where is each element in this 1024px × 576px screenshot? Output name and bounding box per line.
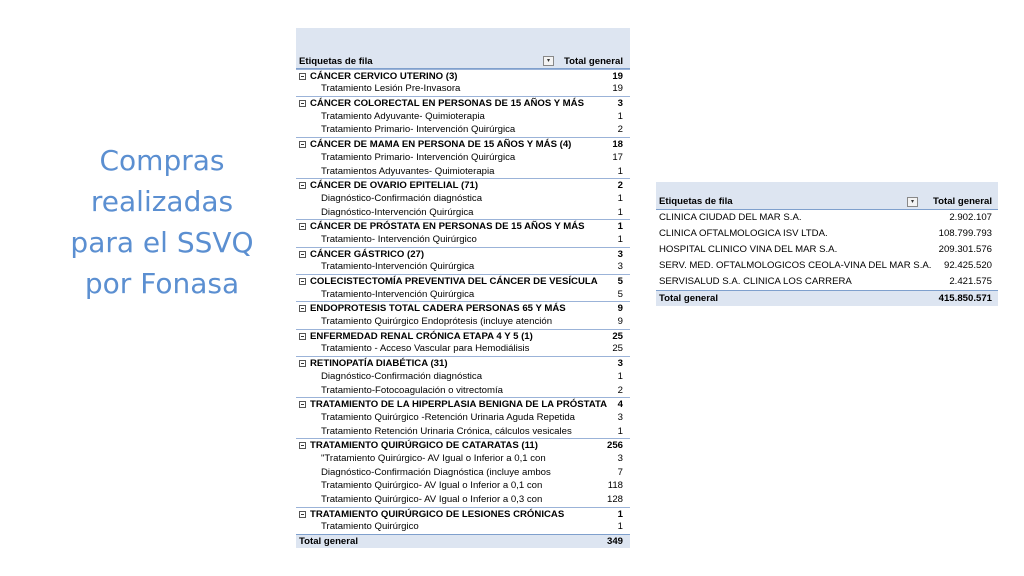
row-label: Tratamiento Adyuvante- Quimioterapia bbox=[321, 110, 485, 122]
pivot-group-row[interactable] bbox=[296, 274, 630, 288]
row-value: 1 bbox=[617, 165, 623, 177]
row-value: 92.425.520 bbox=[943, 260, 992, 271]
row-label: CÁNCER DE PRÓSTATA EN PERSONAS DE 15 AÑOS Y MÁS bbox=[310, 221, 585, 233]
pivot-group-row[interactable] bbox=[296, 247, 630, 261]
pivot-body bbox=[296, 69, 630, 534]
row-label: Tratamiento Quirúrgico- AV Igual o Inferior a 0,1 con bbox=[321, 480, 543, 492]
row-value: 1 bbox=[617, 221, 623, 233]
collapse-toggle-icon[interactable] bbox=[299, 141, 306, 148]
row-value: 3 bbox=[617, 358, 623, 370]
row-value: 209.301.576 bbox=[938, 244, 992, 255]
row-label: TRATAMIENTO QUIRÚRGICO DE LESIONES CRÓNICAS bbox=[310, 508, 565, 520]
pivot-item-row bbox=[656, 242, 998, 258]
collapse-toggle-icon[interactable] bbox=[299, 278, 306, 285]
pivot-item-row bbox=[656, 258, 998, 274]
collapse-toggle-icon[interactable] bbox=[299, 305, 306, 312]
row-label: CÁNCER COLORECTAL EN PERSONAS DE 15 AÑOS Y MÁS bbox=[310, 98, 584, 110]
grand-total-value: 415.850.571 bbox=[938, 293, 992, 304]
row-label: CÁNCER CERVICO UTERINO (3) bbox=[310, 70, 458, 82]
pivot-item-row bbox=[296, 315, 630, 329]
row-value: 19 bbox=[612, 70, 623, 82]
row-value: 9 bbox=[617, 316, 623, 328]
row-label: Diagnóstico-Intervención Quirúrgica bbox=[321, 206, 474, 218]
pivot-item-row bbox=[296, 384, 630, 398]
row-value: 5 bbox=[617, 276, 623, 287]
pivot-item-row bbox=[296, 151, 630, 165]
row-value: 118 bbox=[607, 480, 623, 492]
pivot-group-row[interactable] bbox=[296, 507, 630, 521]
row-label: TRATAMIENTO QUIRÚRGICO DE CATARATAS (11) bbox=[310, 440, 538, 452]
pivot-table-providers bbox=[656, 182, 998, 306]
row-value: 1 bbox=[617, 233, 623, 245]
row-value: 1 bbox=[617, 110, 623, 122]
row-value: 2 bbox=[617, 124, 623, 136]
slide-title bbox=[62, 140, 262, 304]
row-value: 3 bbox=[617, 452, 623, 464]
pivot-item-row bbox=[656, 226, 998, 242]
row-value: 4 bbox=[617, 399, 623, 411]
pivot-group-row[interactable] bbox=[296, 96, 630, 110]
row-value: 256 bbox=[606, 440, 623, 452]
row-label: Diagnóstico-Confirmación Diagnóstica (incluye ambos bbox=[321, 466, 551, 478]
row-label: Tratamiento Primario- Intervención Quirúrgica bbox=[321, 151, 516, 163]
pivot-header-row bbox=[656, 194, 998, 210]
grand-total-row bbox=[296, 534, 630, 548]
row-label: HOSPITAL CLINICO VINA DEL MAR S.A. bbox=[659, 244, 838, 255]
pivot-item-row bbox=[296, 342, 630, 356]
pivot-group-row[interactable] bbox=[296, 301, 630, 315]
row-label: Diagnóstico-Confirmación diagnóstica bbox=[321, 370, 483, 382]
filter-dropdown-icon[interactable]: ▾ bbox=[543, 56, 554, 66]
row-label: CLINICA CIUDAD DEL MAR S.A. bbox=[659, 212, 802, 223]
pivot-group-row[interactable] bbox=[296, 329, 630, 343]
row-label: TRATAMIENTO DE LA HIPERPLASIA BENIGNA DE LA PRÓSTATA bbox=[310, 399, 608, 411]
collapse-toggle-icon[interactable] bbox=[299, 100, 306, 107]
title-line: Compras bbox=[99, 144, 225, 177]
collapse-toggle-icon[interactable] bbox=[299, 182, 306, 189]
row-value: 18 bbox=[612, 139, 623, 151]
row-labels-header: Etiquetas de fila bbox=[659, 195, 733, 207]
pivot-item-row bbox=[296, 411, 630, 425]
row-label: Tratamiento-Intervención Quirúrgica bbox=[321, 288, 475, 300]
collapse-toggle-icon[interactable] bbox=[299, 251, 306, 258]
collapse-toggle-icon[interactable] bbox=[299, 511, 306, 518]
collapse-toggle-icon[interactable] bbox=[299, 360, 306, 367]
row-label: Tratamiento Retención Urinaria Crónica, cálculos vesicales bbox=[321, 425, 572, 437]
pivot-item-row bbox=[296, 288, 630, 302]
pivot-group-row[interactable] bbox=[296, 69, 630, 83]
collapse-toggle-icon[interactable] bbox=[299, 333, 306, 340]
pivot-item-row bbox=[296, 165, 630, 179]
pivot-item-row bbox=[296, 425, 630, 439]
row-value: 2.421.575 bbox=[949, 276, 992, 287]
row-label: CÁNCER DE OVARIO EPITELIAL (71) bbox=[310, 180, 479, 192]
total-general-header: Total general bbox=[564, 56, 623, 67]
row-label: Tratamiento Quirúrgico bbox=[321, 521, 419, 533]
row-value: 1 bbox=[617, 508, 623, 520]
title-line: realizadas bbox=[90, 185, 234, 218]
pivot-group-row[interactable] bbox=[296, 438, 630, 452]
row-label: Tratamiento Quirúrgico Endoprótesis (incluye atención bbox=[321, 316, 553, 328]
pivot-item-row bbox=[296, 82, 630, 96]
row-value: 3 bbox=[617, 411, 623, 423]
row-label: Tratamiento- Intervención Quirúrgico bbox=[321, 233, 477, 245]
row-value: 7 bbox=[617, 466, 623, 478]
row-label: Diagnóstico-Confirmación diagnóstica bbox=[321, 192, 483, 204]
pivot-header-band bbox=[656, 182, 998, 194]
collapse-toggle-icon[interactable] bbox=[299, 223, 306, 230]
pivot-item-row bbox=[296, 452, 630, 466]
row-label: Tratamiento-Fotocoagulación o vitrectomía bbox=[321, 384, 504, 396]
pivot-body bbox=[656, 210, 998, 290]
pivot-group-row[interactable] bbox=[296, 356, 630, 370]
row-label: Tratamiento Primario- Intervención Quirúrgica bbox=[321, 124, 516, 136]
grand-total-label: Total general bbox=[659, 293, 718, 304]
pivot-item-row bbox=[656, 210, 998, 226]
row-label: Tratamiento Quirúrgico- AV Igual o Inferior a 0,3 con bbox=[321, 494, 543, 505]
grand-total-value: 349 bbox=[606, 536, 623, 548]
pivot-header-band bbox=[296, 28, 630, 55]
row-value: 2.902.107 bbox=[949, 212, 992, 223]
grand-total-label: Total general bbox=[299, 536, 358, 548]
pivot-group-row[interactable] bbox=[296, 397, 630, 411]
collapse-toggle-icon[interactable] bbox=[299, 442, 306, 449]
row-label: RETINOPATÍA DIABÉTICA (31) bbox=[310, 358, 448, 370]
row-label: ENFERMEDAD RENAL CRÓNICA ETAPA 4 Y 5 (1) bbox=[310, 330, 533, 342]
row-value: 2 bbox=[617, 180, 623, 192]
row-value: 25 bbox=[612, 330, 623, 342]
pivot-header-row bbox=[296, 55, 630, 69]
row-value: 2 bbox=[617, 384, 623, 396]
row-value: 1 bbox=[617, 521, 623, 533]
grand-total-row bbox=[656, 290, 998, 306]
row-value: 1 bbox=[617, 192, 623, 204]
pivot-item-row bbox=[656, 274, 998, 290]
filter-dropdown-icon[interactable]: ▾ bbox=[907, 197, 918, 207]
row-value: 25 bbox=[612, 343, 623, 355]
pivot-item-row bbox=[296, 466, 630, 480]
pivot-item-row bbox=[296, 479, 630, 493]
total-general-header: Total general bbox=[933, 196, 992, 207]
row-value: 1 bbox=[617, 206, 623, 218]
collapse-toggle-icon[interactable] bbox=[299, 73, 306, 80]
row-label: Tratamiento - Acceso Vascular para Hemodiálisis bbox=[321, 343, 530, 355]
row-label: SERVISALUD S.A. CLINICA LOS CARRERA bbox=[659, 276, 852, 287]
row-value: 3 bbox=[617, 248, 623, 260]
row-label: CÁNCER DE MAMA EN PERSONA DE 15 AÑOS Y MÁS (4) bbox=[310, 139, 572, 151]
row-label: Tratamiento Lesión Pre-Invasora bbox=[321, 83, 461, 95]
collapse-toggle-icon[interactable] bbox=[299, 401, 306, 408]
row-value: 1 bbox=[617, 370, 623, 382]
row-value: 5 bbox=[617, 288, 623, 300]
row-label: "Tratamiento Quirúrgico- AV Igual o Inferior a 0,1 con bbox=[321, 452, 546, 464]
row-value: 128 bbox=[606, 494, 623, 505]
row-value: 19 bbox=[612, 83, 623, 95]
pivot-item-row bbox=[296, 123, 630, 137]
row-label: SERV. MED. OFTALMOLOGICOS CEOLA-VINA DEL MAR S.A. bbox=[659, 260, 932, 271]
row-labels-header: Etiquetas de fila bbox=[299, 55, 373, 67]
title-line: por Fonasa bbox=[84, 267, 240, 300]
pivot-item-row bbox=[296, 520, 630, 534]
row-label: ENDOPROTESIS TOTAL CADERA PERSONAS 65 Y MÁS bbox=[310, 303, 566, 315]
row-value: 3 bbox=[617, 98, 623, 110]
pivot-item-row bbox=[296, 233, 630, 247]
pivot-group-row[interactable] bbox=[296, 178, 630, 192]
pivot-item-row bbox=[296, 192, 630, 206]
pivot-item-row bbox=[296, 110, 630, 124]
pivot-item-row bbox=[296, 493, 630, 507]
pivot-table-procedures bbox=[296, 28, 630, 548]
pivot-item-row bbox=[296, 206, 630, 220]
pivot-item-row bbox=[296, 370, 630, 384]
row-label: Tratamiento Quirúrgico -Retención Urinaria Aguda Repetida bbox=[321, 411, 576, 423]
row-value: 3 bbox=[617, 261, 623, 273]
row-label: Tratamiento-Intervención Quirúrgica bbox=[321, 261, 475, 273]
row-label: Tratamientos Adyuvantes- Quimioterapia bbox=[321, 165, 495, 177]
row-value: 17 bbox=[612, 151, 623, 163]
row-value: 9 bbox=[617, 303, 623, 315]
pivot-group-row[interactable] bbox=[296, 219, 630, 233]
pivot-item-row bbox=[296, 260, 630, 274]
row-value: 108.799.793 bbox=[938, 228, 992, 239]
pivot-group-row[interactable] bbox=[296, 137, 630, 151]
row-label: CLINICA OFTALMOLOGICA ISV LTDA. bbox=[659, 228, 828, 239]
row-label: COLECISTECTOMÍA PREVENTIVA DEL CÁNCER DE VESÍCULA bbox=[310, 276, 598, 287]
row-label: CÁNCER GÁSTRICO (27) bbox=[310, 248, 425, 260]
title-line: para el SSVQ bbox=[70, 226, 254, 259]
row-value: 1 bbox=[617, 425, 623, 437]
